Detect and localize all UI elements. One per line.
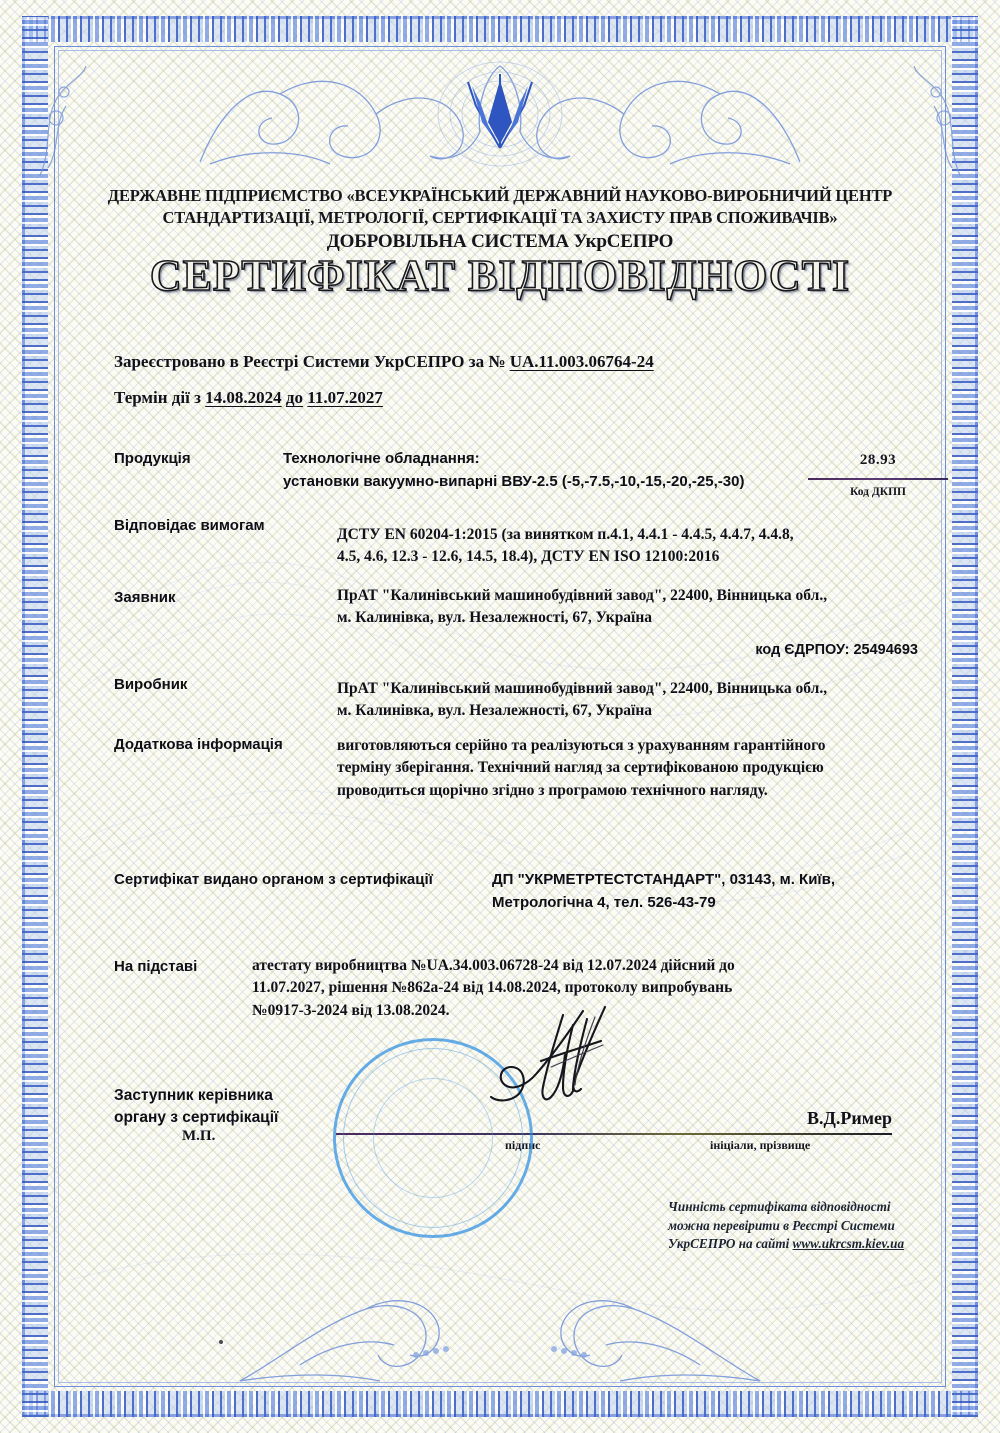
conformity-line-1: ДСТУ EN 60204-1:2015 (за винятком п.4.1, 4.4.1 - 4.4.5, 4.4.7, 4.4.8, [337, 526, 794, 543]
signature-rule [336, 1133, 892, 1135]
basis-label: На підставі [114, 958, 198, 975]
conformity-line-2: 4.5, 4.6, 12.3 - 12.6, 14.5, 18.4), ДСТУ EN ISO 12100:2016 [337, 548, 720, 566]
valid-from-date: 14.08.2024 [205, 388, 282, 407]
manufacturer-line-2: м. Калинівка, вул. Незалежності, 67, Україна [337, 702, 653, 720]
product-value [283, 448, 783, 493]
footnote-line-2: можна перевірити в Реєстрі Системи [668, 1217, 895, 1233]
basis-line-1: атестату виробництва №UA.34.003.06728-24 від 12.07.2024 дійсний до [252, 957, 735, 974]
additional-info-line-3: проводиться щорічно згідно з програмою технічного нагляду. [337, 781, 768, 799]
manufacturer-label: Виробник [114, 676, 188, 693]
additional-info-value [337, 735, 915, 802]
signer-position-line-2: органу з сертифікації [114, 1109, 279, 1127]
dkpp-code-caption: Код ДКПП [849, 486, 907, 498]
validity-line [114, 388, 383, 408]
issued-by-line-2: Метрологічна 4, тел. 526-43-79 [492, 893, 716, 911]
verification-footnote [668, 1198, 930, 1254]
conformity-label: Відповідає вимогам [114, 517, 265, 534]
registration-number: UA.11.003.06764-24 [509, 352, 654, 371]
signature-caption: підпис [505, 1138, 541, 1152]
footnote-line-1: Чинність сертифіката відповідності [668, 1199, 891, 1214]
name-caption: ініціали, прізвище [710, 1138, 811, 1152]
basis-value [252, 955, 914, 1022]
additional-info-label: Додаткова інформація [114, 736, 283, 753]
issued-by-line-1: ДП "УКРМЕТРТЕСТСТАНДАРТ", 03143, м. Київ, [492, 871, 836, 888]
paper-speck [219, 1340, 223, 1344]
manufacturer-line-1: ПрАТ "Калинівський машинобудівний завод", 22400, Вінницька обл., [337, 680, 828, 697]
dkpp-rule [808, 478, 948, 480]
footnote-line-3-prefix: УкрСЕПРО на сайті [668, 1236, 793, 1252]
issuer-header-line-2: СТАНДАРТИЗАЦІЇ, МЕТРОЛОГІЇ, СЕРТИФІКАЦІЇ ТА ЗАХИСТУ ПРАВ СПОЖИВАЧІВ» [162, 208, 838, 227]
applicant-line-1: ПрАТ "Калинівський машинобудівний завод", 22400, Вінницька обл., [337, 587, 828, 604]
basis-line-3: №0917-3-2024 від 13.08.2024. [252, 1001, 450, 1019]
valid-to-date: 11.07.2027 [307, 388, 383, 407]
conformity-value [337, 524, 912, 569]
edrpou-code: код ЄДРПОУ: 25494693 [755, 642, 918, 658]
valid-to-word: до [285, 388, 304, 407]
signer-name: В.Д.Ример [806, 1108, 892, 1128]
registration-line [114, 352, 654, 372]
stamp-mark-label: М.П. [182, 1128, 216, 1144]
page-title: СЕРТИФІКАТ ВІДПОВІДНОСТІ [149, 251, 851, 300]
product-line-1: Технологічне обладнання: [283, 450, 480, 467]
registry-website-link[interactable]: www.ukrcsm.kiev.ua [792, 1236, 905, 1252]
issuer-header-line-1: ДЕРЖАВНЕ ПІДПРИЄМСТВО «ВСЕУКРАЇНСЬКИЙ ДЕРЖАВНИЙ НАУКОВО-ВИРОБНИЧИЙ ЦЕНТР [107, 186, 893, 205]
product-label: Продукція [114, 450, 191, 467]
footnote-line-3 [668, 1235, 930, 1254]
basis-line-2: 11.07.2027, рішення №862а-24 від 14.08.2024, протоколу випробувань [252, 979, 733, 997]
product-line-2: установки вакуумно-випарні ВВУ-2.5 (-5,-7.5,-10,-15,-20,-25,-30) [283, 472, 745, 490]
signer-position-line-1: Заступник керівника [114, 1087, 273, 1104]
registration-prefix: Зареєстровано в Реєстрі Системи УкрСЕПРО за № [114, 352, 506, 371]
applicant-line-2: м. Калинівка, вул. Незалежності, 67, Україна [337, 609, 653, 627]
issued-by-value [492, 869, 914, 914]
applicant-label: Заявник [114, 589, 176, 606]
validity-prefix: Термін дії з [114, 388, 201, 407]
manufacturer-value [337, 678, 912, 723]
additional-info-line-2: терміну зберігання. Технічний нагляд за сертифікованою продукцією [337, 759, 824, 777]
signer-position [114, 1085, 278, 1130]
system-name: ДОБРОВІЛЬНА СИСТЕМА УкрСЕПРО [326, 231, 674, 252]
additional-info-line-1: виготовляються серійно та реалізуються з урахуванням гарантійного [337, 737, 826, 754]
applicant-value [337, 585, 912, 630]
dkpp-code-value: 28.93 [859, 452, 897, 468]
issued-by-label: Сертифікат видано органом з сертифікації [114, 871, 433, 888]
